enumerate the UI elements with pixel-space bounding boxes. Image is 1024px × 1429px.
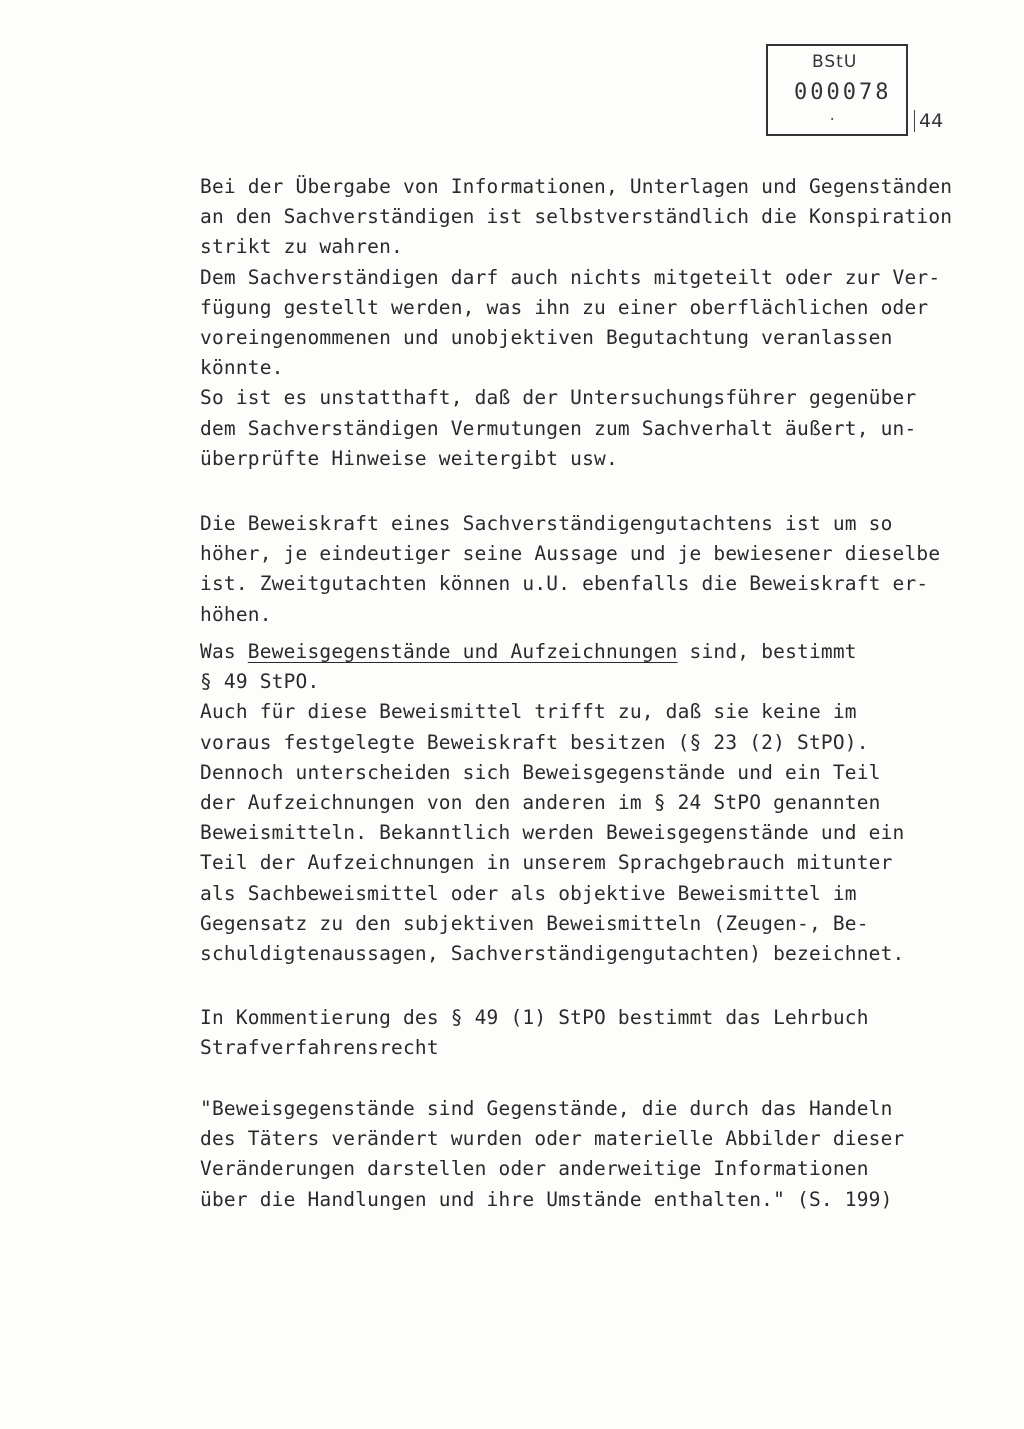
text-line: Dennoch unterscheiden sich Beweisgegenstände und ein Teil [200, 760, 881, 784]
text-line [200, 637, 990, 667]
text-line: So ist es unstatthaft, daß der Untersuchungsführer gegenüber [200, 386, 917, 410]
text-line: Strafverfahrensrecht [200, 1036, 439, 1060]
text-line: In Kommentierung des § 49 (1) StPO bestimmt das Lehrbuch [200, 1006, 869, 1029]
text-line: Veränderungen darstellen oder anderweitige Informationen [200, 1157, 869, 1181]
text-line: fügung gestellt werden, was ihn zu einer oberflächlichen oder [200, 295, 929, 319]
text-line: voreingenommenen und unobjektiven Begutachtung veranlassen [200, 326, 893, 350]
text-line: Bei der Übergabe von Informationen, Unterlagen und Gegenständen [200, 175, 953, 198]
text-line: schuldigtenaussagen, Sachverständigengutachten) bezeichnet. [200, 942, 905, 966]
text-line: des Täters verändert wurden oder materielle Abbilder dieser [200, 1127, 905, 1151]
underlined-term: Beweisgegenstände und Aufzeichnungen [247, 640, 678, 663]
text-fragment: sind, bestimmt [677, 640, 857, 663]
text-line: Teil der Aufzeichnungen in unserem Sprachgebrauch mitunter [200, 851, 893, 875]
paragraph-quotation [200, 1094, 990, 1215]
text-line: überprüfte Hinweise weitergibt usw. [200, 446, 618, 470]
text-line: ist. Zweitgutachten können u.U. ebenfalls die Beweiskraft er- [200, 572, 929, 596]
text-line: über die Handlungen und ihre Umstände enthalten." (S. 199) [200, 1187, 893, 1211]
text-line: "Beweisgegenstände sind Gegenstände, die durch das Handeln [200, 1097, 893, 1120]
page-number: 44 [914, 110, 943, 132]
text-line: Beweismitteln. Bekanntlich werden Beweisgegenstände und ein [200, 821, 905, 845]
stamp-number: 000078 [794, 80, 892, 105]
text-line: als Sachbeweismittel oder als objektive Beweismittel im [200, 881, 857, 905]
text-line: Dem Sachverständigen darf auch nichts mitgeteilt oder zur Ver- [200, 265, 941, 289]
text-line: dem Sachverständigen Vermutungen zum Sachverhalt äußert, un- [200, 416, 917, 440]
text-line: § 49 StPO. [200, 670, 320, 694]
stamp-mark: · [828, 112, 837, 128]
paragraph-handover [200, 172, 990, 474]
text-line: Auch für diese Beweismittel trifft zu, daß sie keine im [200, 700, 857, 724]
stamp-org: BStU [812, 52, 858, 72]
text-line: Die Beweiskraft eines Sachverständigengutachtens ist um so [200, 512, 893, 535]
archive-stamp [766, 44, 908, 136]
paragraph-evidential-value [200, 509, 990, 630]
text-line: höhen. [200, 602, 272, 626]
paragraph-evidence-objects [200, 637, 990, 969]
text-line: an den Sachverständigen ist selbstverständlich die Konspiration [200, 205, 953, 229]
text-line: strikt zu wahren. [200, 235, 403, 259]
paragraph-commentary [200, 1003, 990, 1063]
text-line: könnte. [200, 356, 284, 380]
text-line: Gegensatz zu den subjektiven Beweismitteln (Zeugen-, Be- [200, 911, 869, 935]
text-fragment: Was [200, 640, 248, 663]
text-line: voraus festgelegte Beweiskraft besitzen (§ 23 (2) StPO). [200, 730, 869, 754]
text-line: der Aufzeichnungen von den anderen im § 24 StPO genannten [200, 791, 881, 815]
text-line: höher, je eindeutiger seine Aussage und je bewiesener dieselbe [200, 542, 941, 566]
